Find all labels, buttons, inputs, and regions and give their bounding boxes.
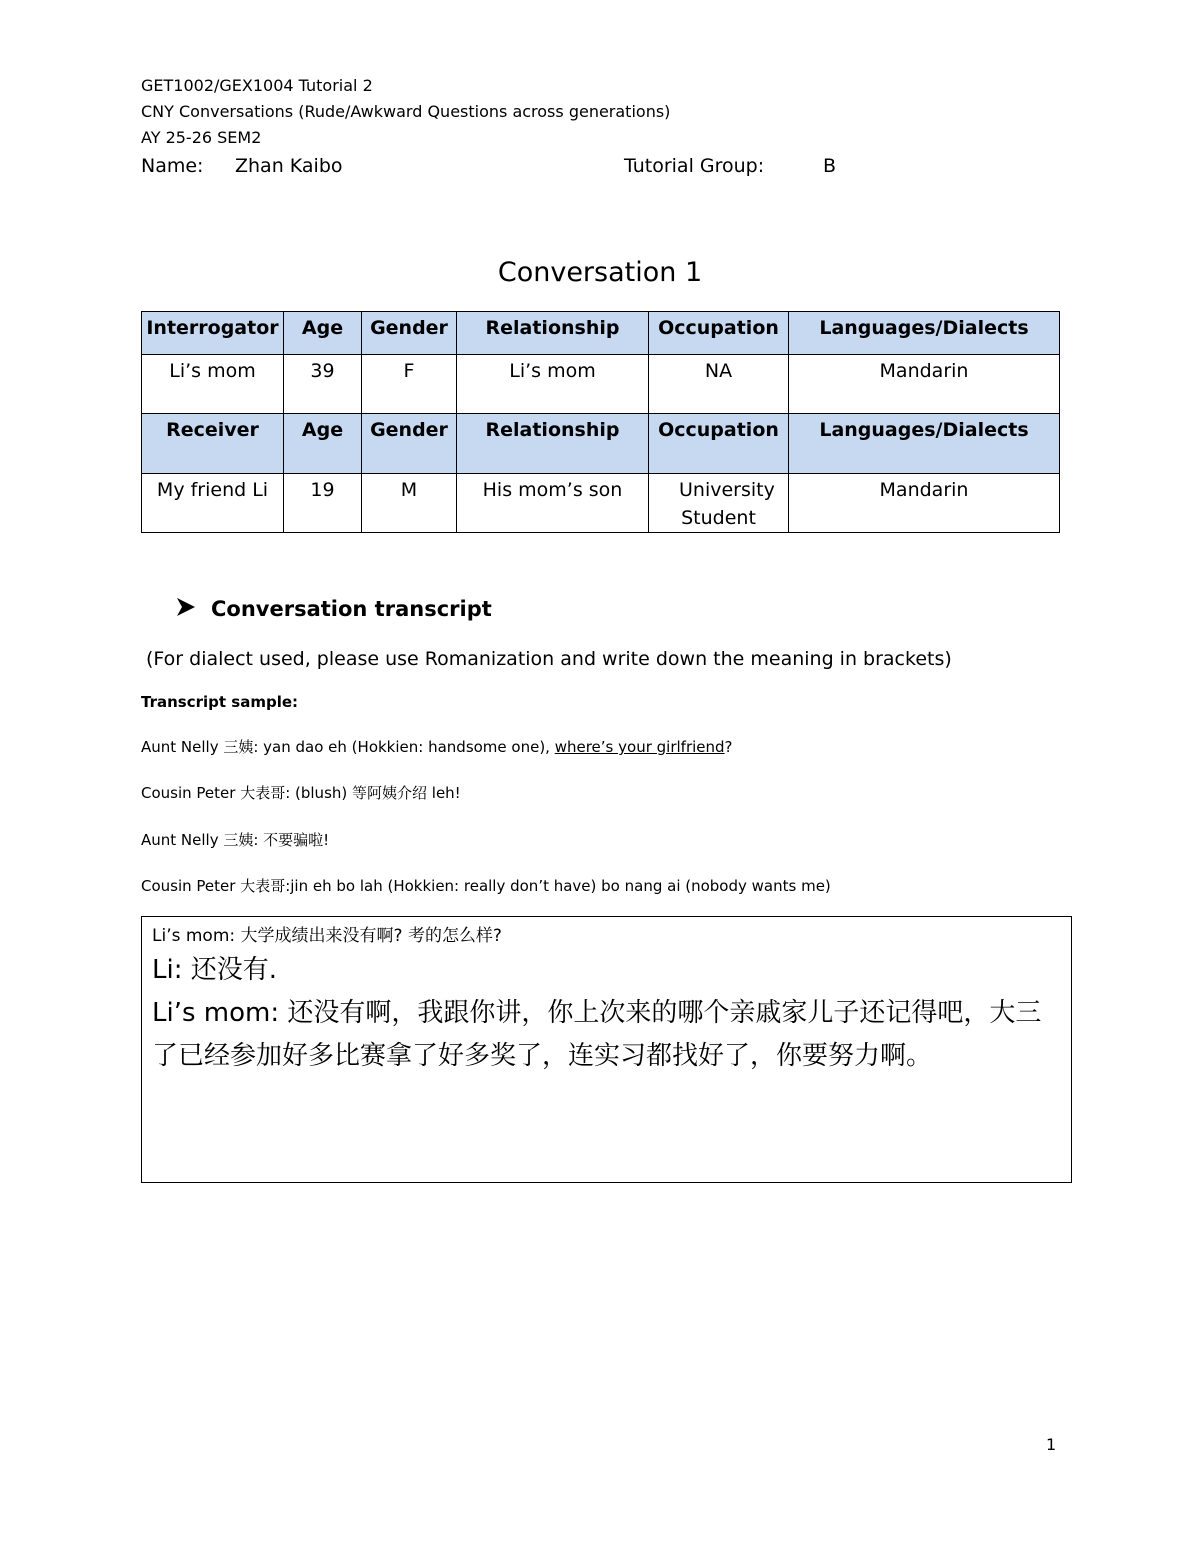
sample-line: Cousin Peter 大表哥: (blush) 等阿姨介绍 leh! [141,784,461,802]
interrogator-header-row [142,312,1060,355]
table-cell: His mom’s son [457,474,649,533]
academic-term: AY 25-26 SEM2 [141,128,262,147]
dialect-note: (For dialect used, please use Romanization and write down the meaning in brackets) [146,648,952,670]
sample-line: Cousin Peter 大表哥:jin eh bo lah (Hokkien: really don’t have) bo nang ai (nobody wants me) [141,877,831,895]
table-header-cell: Age [284,414,362,474]
transcript-heading [175,595,492,625]
sample-label: Transcript sample: [141,693,299,711]
tutorial-topic: CNY Conversations (Rude/Awkward Questions across generations) [141,102,671,121]
receiver-header-row [142,414,1060,474]
table-cell: NA [649,355,789,414]
sample-line: Aunt Nelly 三姨: 不要骗啦! [141,831,330,849]
table-cell: 19 [284,474,362,533]
transcript-line: Li’s mom: 大学成绩出来没有啊? 考的怎么样? [152,926,502,946]
name-group-line [141,154,901,178]
sample-text: ? [724,738,733,756]
table-header-cell: Occupation [649,312,789,355]
table-header-cell: Gender [362,312,457,355]
table-cell: F [362,355,457,414]
sample-line [141,737,733,757]
table-header-cell: Age [284,312,362,355]
table-cell: Li’s mom [457,355,649,414]
table-header-cell: Relationship [457,414,649,474]
transcript-heading-text: Conversation transcript [211,597,492,621]
sample-text: Aunt Nelly 三姨: yan dao eh (Hokkien: handsome one), [141,738,555,756]
course-code: GET1002/GEX1004 Tutorial 2 [141,76,373,95]
transcript-line: Li: 还没有. [152,955,277,985]
table-cell: Li’s mom [142,355,284,414]
table-cell: Mandarin [789,355,1060,414]
table-header-cell: Gender [362,414,457,474]
group-label: Tutorial Group: [624,155,765,177]
table-cell: University Student [649,474,789,533]
page-number: 1 [1046,1435,1057,1454]
table-header-cell: Receiver [142,414,284,474]
name-label: Name: [141,155,204,177]
table-cell: M [362,474,457,533]
table-header-cell: Relationship [457,312,649,355]
receiver-row [142,474,1060,533]
student-name: Zhan Kaibo [235,155,343,177]
transcript-box [141,916,1072,1183]
participants-table [141,311,1060,533]
table-cell: 39 [284,355,362,414]
table-header-cell: Languages/Dialects [789,414,1060,474]
page-title: Conversation 1 [497,257,703,288]
group-value: B [823,155,837,177]
interrogator-row [142,355,1060,414]
sample-underlined-text: where’s your girlfriend [554,738,725,756]
table-cell: My friend Li [142,474,284,533]
table-header-cell: Occupation [649,414,789,474]
table-header-cell: Interrogator [142,312,284,355]
transcript-line: Li’s mom: 还没有啊，我跟你讲，你上次来的哪个亲戚家儿子还记得吧，大三了已经参加好多比赛拿了好多奖了，连实习都找好了，你要努力啊。 [152,998,1042,1071]
table-cell: Mandarin [789,474,1060,533]
table-header-cell: Languages/Dialects [789,312,1060,355]
arrow-bullet-icon [175,596,197,625]
